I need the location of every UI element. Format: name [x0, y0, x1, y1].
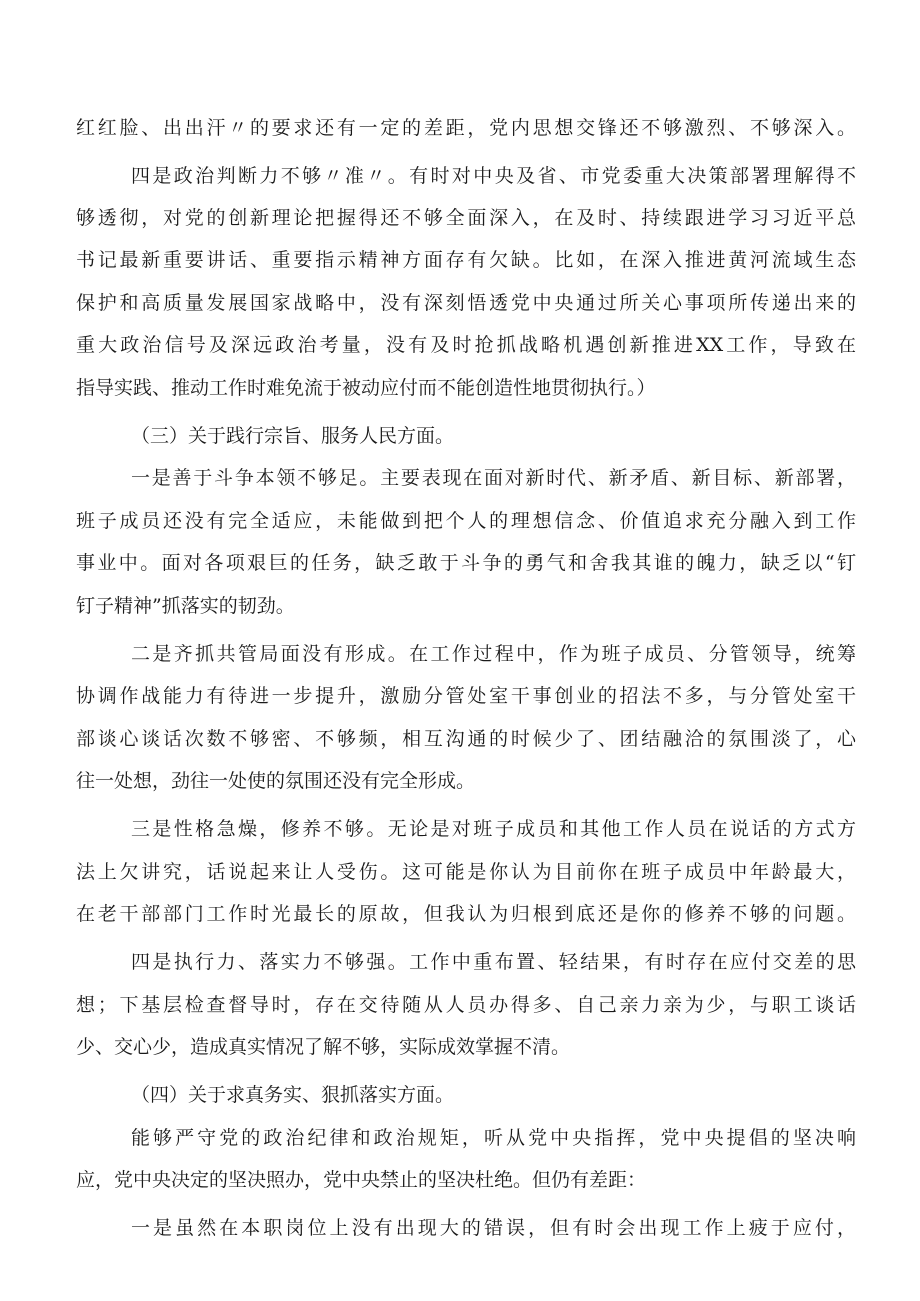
text-line: 协调作战能力有待进一步提升，激励分管处室干事创业的招法不多，与分管处室干: [76, 685, 856, 707]
text-line: 班子成员还没有完全适应，未能做到把个人的理想信念、价值追求充分融入到工作: [76, 510, 856, 532]
text-line: 钉子精神”抓落实的韧劲。: [76, 595, 295, 617]
text-line: 法上欠讲究，话说起来让人受伤。这可能是你认为目前你在班子成员中年龄最大，: [76, 861, 856, 883]
text-line: 事业中。面对各项艰巨的任务，缺乏敢于斗争的勇气和舍我其谁的魄力，缺乏以“钉: [76, 552, 856, 574]
text-line: 四是政治判断力不够〃准〃。有时对中央及省、市党委重大决策部署理解得不: [131, 165, 856, 187]
text-line: 四是执行力、落实力不够强。工作中重布置、轻结果，有时存在应付交差的思: [131, 951, 856, 973]
text-line: 红红脸、出出汗〃的要求还有一定的差距，党内思想交锋还不够激烈、不够深入。: [76, 117, 856, 139]
text-line: 三是性格急燥，修养不够。无论是对班子成员和其他工作人员在说话的方式方: [131, 818, 856, 840]
text-line: 少、交心少，造成真实情况了解不够，实际成效掌握不清。: [76, 1036, 571, 1058]
text-line: 往一处想，劲往一处使的氛围还没有完全形成。: [76, 770, 476, 792]
text-line: 应，党中央决定的坚决照办，党中央禁止的坚决杜绝。但仍有差距：: [76, 1169, 647, 1191]
text-line: 部谈心谈话次数不够密、不够频，相互沟通的时候少了、团结融洽的氛围淡了，心: [76, 728, 856, 750]
text-line: 能够严守党的政治纪律和政治规矩，听从党中央指挥，党中央提倡的坚决响: [131, 1127, 856, 1149]
section-heading: （四）关于求真务实、狠抓落实方面。: [131, 1084, 455, 1106]
text-line: 保护和高质量发展国家战略中，没有深刻悟透党中央通过所关心事项所传递出来的: [76, 292, 856, 314]
text-line: 够透彻，对党的创新理论把握得还不够全面深入，在及时、持续跟进学习习近平总: [76, 207, 856, 229]
text-line: 指导实践、推动工作时难免流于被动应付而不能创造性地贯彻执行。）: [76, 377, 656, 399]
text-line: 书记最新重要讲话、重要指示精神方面存有欠缺。比如，在深入推进黄河流域生态: [76, 249, 856, 271]
text-line: 一是善于斗争本领不够足。主要表现在面对新时代、新矛盾、新目标、新部署，: [131, 467, 856, 489]
text-line: 一是虽然在本职岗位上没有出现大的错误，但有时会出现工作上疲于应付，: [131, 1217, 856, 1239]
text-line: 在老干部部门工作时光最长的原故，但我认为归根到底还是你的修养不够的问题。: [76, 903, 856, 925]
text-line: 想；下基层检查督导时，存在交待随从人员办得多、自己亲力亲为少，与职工谈话: [76, 994, 856, 1016]
text-line: 重大政治信号及深远政治考量，没有及时抢抓战略机遇创新推进XX工作，导致在: [76, 334, 856, 356]
section-heading: （三）关于践行宗旨、服务人民方面。: [131, 425, 455, 447]
text-line: 二是齐抓共管局面没有形成。在工作过程中，作为班子成员、分管领导，统筹: [131, 643, 856, 665]
